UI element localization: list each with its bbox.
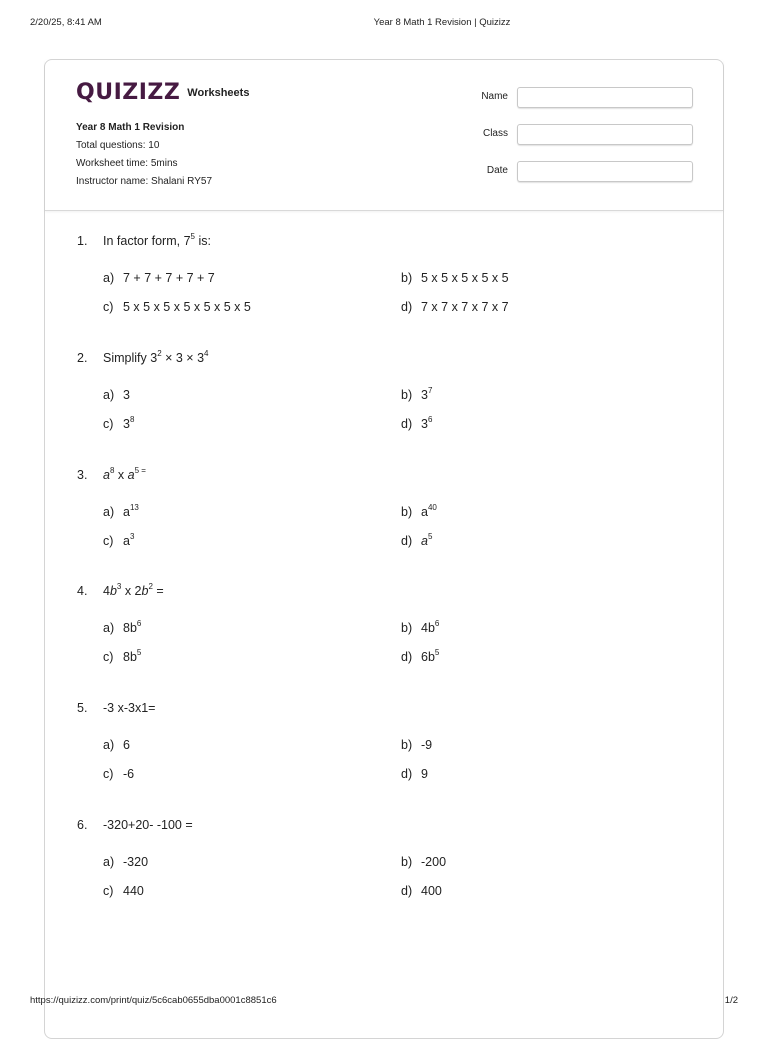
option-a[interactable]: a) $8b^6$ (103, 619, 142, 635)
date-field[interactable] (517, 161, 693, 182)
question-number: 4. (77, 584, 88, 598)
question-text: In factor form, $7^5$ is: (103, 232, 211, 248)
class-field[interactable] (517, 124, 693, 145)
name-label: Name (481, 91, 508, 102)
date-label: Date (486, 165, 508, 176)
option-c[interactable]: c) $a^3$ (103, 532, 135, 548)
name-field[interactable] (517, 87, 693, 108)
option-c[interactable]: c) $8b^5$ (103, 648, 142, 664)
option-b[interactable]: b) -200 (401, 855, 447, 869)
question-text: Simplify $3^2 \times 3 \times 3^4$ (103, 349, 209, 365)
option-c[interactable]: c) $3^8$ (103, 415, 135, 431)
option-b[interactable]: b) $3^7$ (401, 386, 433, 402)
question-number: 3. (77, 468, 88, 482)
question-text: -320+20- -100 = (103, 818, 193, 832)
question-text: $a^8$ x $a^{5 =}$ (103, 466, 146, 482)
option-a[interactable]: a) 3 (103, 388, 130, 402)
option-d[interactable]: d) $a^5$ (401, 532, 433, 548)
question-number: 6. (77, 818, 88, 832)
total-questions: Total questions: 10 (76, 140, 160, 151)
question-number: 2. (77, 351, 88, 365)
print-datetime: 2/20/25, 8:41 AM (30, 17, 102, 28)
option-d[interactable]: d) 7 x 7 x 7 x 7 x 7 (401, 300, 509, 314)
worksheet-title: Year 8 Math 1 Revision (76, 122, 185, 133)
worksheet-header (45, 60, 723, 211)
print-url: https://quizizz.com/print/quiz/5c6cab0655dba0001c8851c6 (30, 995, 277, 1006)
question-number: 5. (77, 701, 88, 715)
option-d[interactable]: d) 9 (401, 767, 428, 781)
class-label: Class (482, 128, 508, 139)
option-b[interactable]: b) -9 (401, 738, 433, 752)
option-b[interactable]: b) $a^{40}$ (401, 503, 437, 519)
option-a[interactable]: a) 6 (103, 738, 130, 752)
question-text: $4b^3$ x $2b^2$ = (103, 582, 164, 598)
option-d[interactable]: d) 400 (401, 884, 442, 898)
question-text: -3 x-3x1= (103, 701, 156, 715)
worksheet-card (44, 59, 724, 1039)
worksheet-meta (76, 119, 212, 191)
option-a[interactable]: a) $a^{13}$ (103, 503, 139, 519)
worksheet-time: Worksheet time: 5mins (76, 158, 178, 169)
quizizz-logo: QUIZIZZ (76, 80, 181, 105)
option-c[interactable]: c) 440 (103, 884, 144, 898)
option-a[interactable]: a) -320 (103, 855, 149, 869)
option-a[interactable]: a) 7 + 7 + 7 + 7 + 7 (103, 271, 215, 285)
brand-label: Worksheets (187, 86, 250, 99)
option-d[interactable]: d) $3^6$ (401, 415, 433, 431)
option-c[interactable]: c) -6 (103, 767, 135, 781)
page-number: 1/2 (724, 995, 738, 1006)
option-d[interactable]: d) $6b^5$ (401, 648, 440, 664)
option-b[interactable]: b) $4b^6$ (401, 619, 440, 635)
print-doc-title: Year 8 Math 1 Revision | Quizizz (373, 17, 511, 28)
question-number: 1. (77, 234, 88, 248)
instructor-name: Instructor name: Shalani RY57 (76, 176, 213, 187)
option-b[interactable]: b) 5 x 5 x 5 x 5 x 5 (401, 271, 509, 285)
brand (76, 80, 249, 105)
option-c[interactable]: c) 5 x 5 x 5 x 5 x 5 x 5 x 5 (103, 300, 251, 314)
